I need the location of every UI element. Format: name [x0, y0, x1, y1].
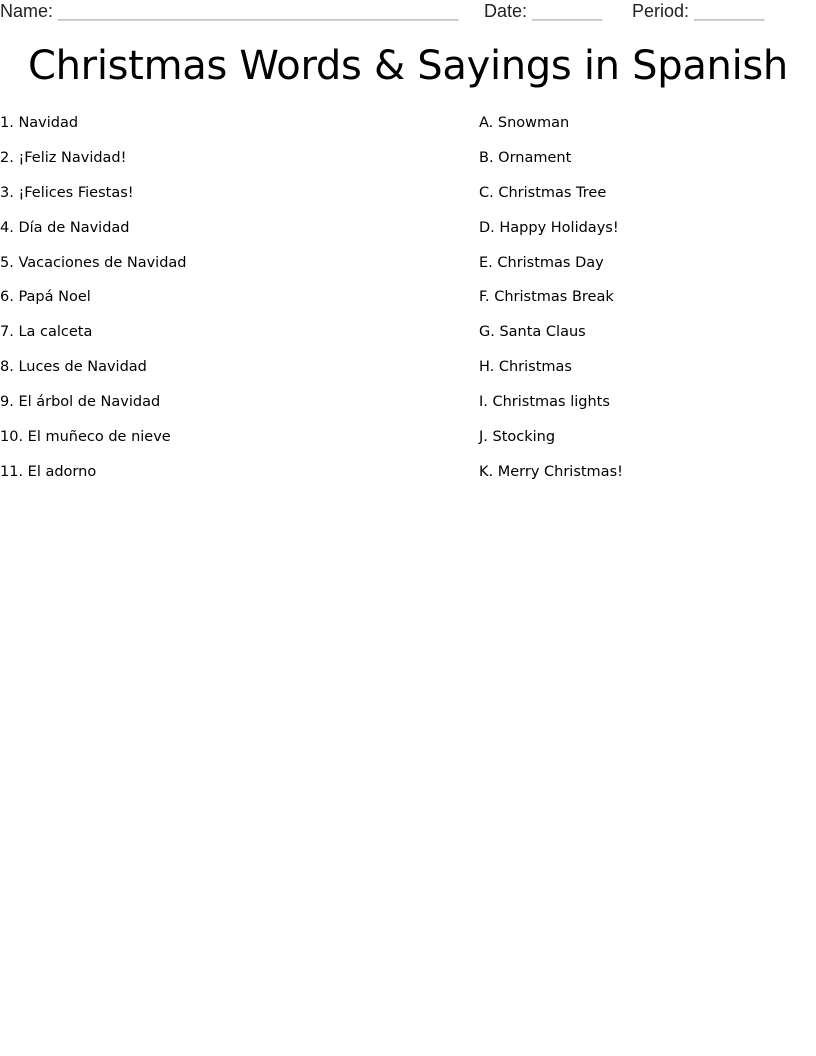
english-answers-list [479, 112, 809, 496]
english-answer: I. Christmas lights [479, 394, 610, 411]
english-answer: J. Stocking [479, 429, 556, 446]
english-answer: H. Christmas [479, 359, 572, 376]
name-label: Name: [0, 1, 54, 21]
date-field[interactable] [484, 0, 602, 22]
english-answer: G. Santa Claus [479, 324, 586, 341]
english-answer: K. Merry Christmas! [479, 463, 623, 480]
english-answer: C. Christmas Tree [479, 184, 607, 201]
spanish-term: 9. El árbol de Navidad [0, 394, 161, 411]
name-blank: ________________________________________ [58, 1, 459, 21]
spanish-term: 5. Vacaciones de Navidad [0, 254, 187, 271]
name-field[interactable] [0, 0, 458, 22]
english-answer: E. Christmas Day [479, 254, 604, 271]
english-answer: D. Happy Holidays! [479, 219, 619, 236]
spanish-term: 8. Luces de Navidad [0, 359, 147, 376]
english-answer: A. Snowman [479, 115, 570, 131]
english-answer: F. Christmas Break [479, 289, 614, 306]
date-blank: _______ [532, 1, 603, 21]
period-field[interactable] [632, 0, 764, 22]
english-answer: B. Ornament [479, 149, 572, 166]
spanish-term: 3. ¡Felices Fiestas! [0, 184, 134, 201]
period-blank: _______ [694, 1, 765, 21]
spanish-term: 10. El muñeco de nieve [0, 429, 171, 446]
spanish-term: 1. Navidad [0, 115, 79, 131]
spanish-term: 11. El adorno [0, 463, 97, 480]
spanish-term: 7. La calceta [0, 324, 93, 341]
spanish-term: 2. ¡Feliz Navidad! [0, 149, 127, 166]
spanish-term: 6. Papá Noel [0, 289, 91, 306]
period-label: Period: [632, 1, 690, 21]
page-title: Christmas Words & Sayings in Spanish [28, 43, 788, 89]
date-label: Date: [484, 1, 528, 21]
worksheet-header [0, 0, 816, 22]
spanish-terms-list [0, 112, 460, 496]
spanish-term: 4. Día de Navidad [0, 219, 130, 236]
